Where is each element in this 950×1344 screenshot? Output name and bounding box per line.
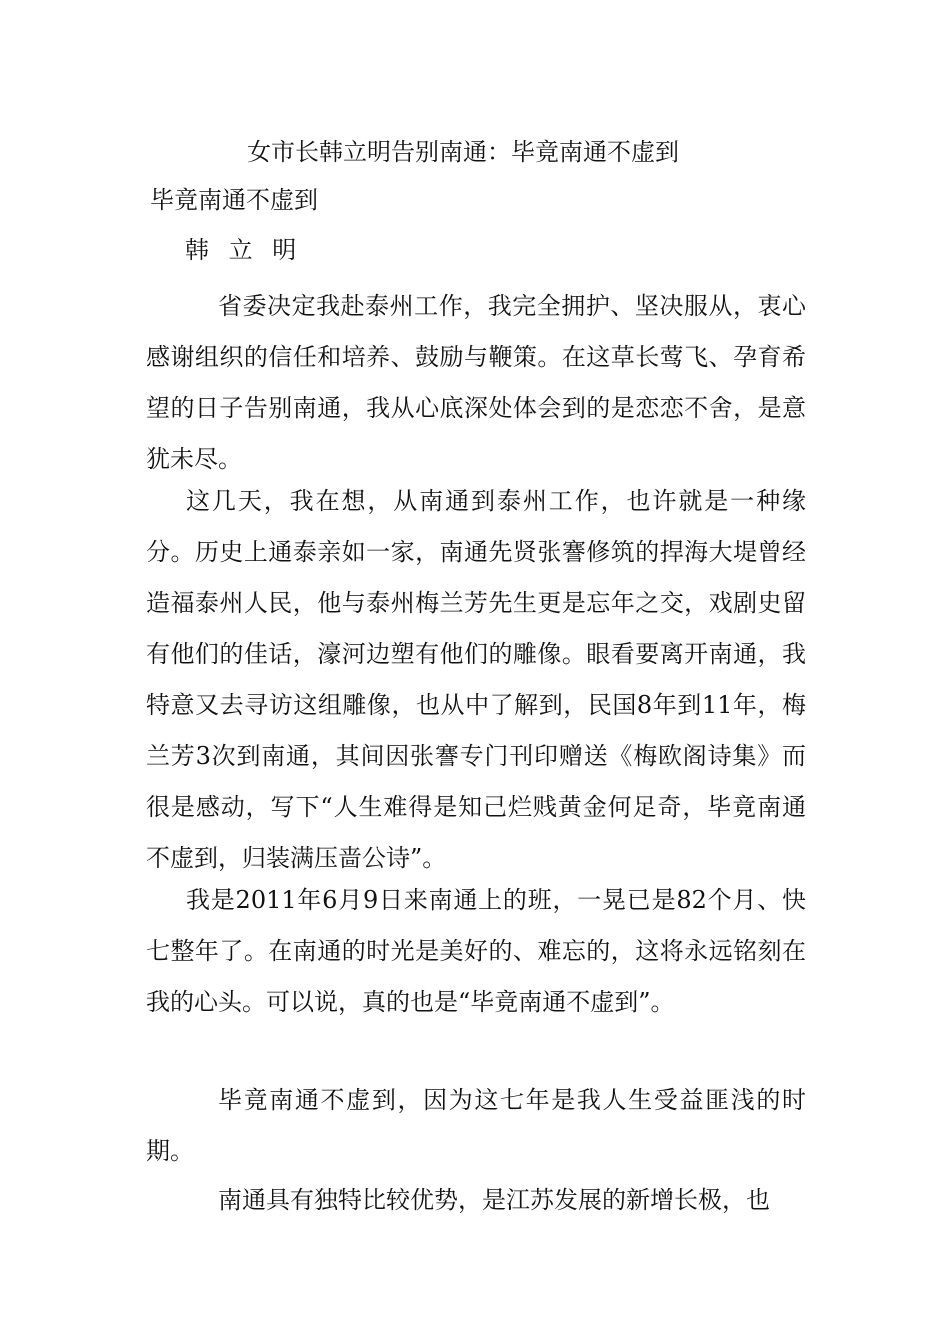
paragraph-text: 这几天，我在想，从南通到泰州工作，也许就是一种缘分。历史上通泰亲如一家，南通先贤张謇修筑的捍海大堤曾经造福泰州人民，他与泰州梅兰芳先生更是忘年之交，戏剧史留有他们的佳话，濠河边塑有他们的雕像。眼看要离开南通，我特意又去寻访这组雕像，也从中了解到，民国8年到11年，梅兰芳3次到南通，其间因张謇专门刊印赠送《梅欧阁诗集》而很是感动，写下“人生难得是知己烂贱黄金何足奇，毕竟南通不虚到，归装满压啬公诗”。 [146, 487, 806, 872]
paragraph-1 [146, 281, 806, 485]
paragraph-text: 南通具有独特比较优势，是江苏发展的新增长极，也 [218, 1186, 770, 1214]
paragraph-2 [146, 476, 806, 884]
document-title: 女市长韩立明告别南通：毕竟南通不虚到 [247, 138, 679, 166]
paragraph-5 [146, 1175, 806, 1226]
document-subtitle: 毕竟南通不虚到 [150, 186, 318, 214]
paragraph-4 [146, 1075, 806, 1177]
paragraph-text: 毕竟南通不虚到，因为这七年是我人生受益匪浅的时期。 [146, 1086, 806, 1165]
author-name: 韩 立 明 [185, 236, 303, 264]
paragraph-text: 我是2011年6月9日来南通上的班，一晃已是82个月、快七整年了。在南通的时光是美好的、难忘的，这将永远铭刻在我的心头。可以说，真的也是“毕竟南通不虚到”。 [146, 886, 806, 1016]
paragraph-3 [146, 875, 806, 1028]
paragraph-text: 省委决定我赴泰州工作，我完全拥护、坚决服从，衷心感谢组织的信任和培养、鼓励与鞭策。在这草长莺飞、孕育希望的日子告别南通，我从心底深处体会到的是恋恋不舍，是意犹未尽。 [146, 292, 806, 473]
